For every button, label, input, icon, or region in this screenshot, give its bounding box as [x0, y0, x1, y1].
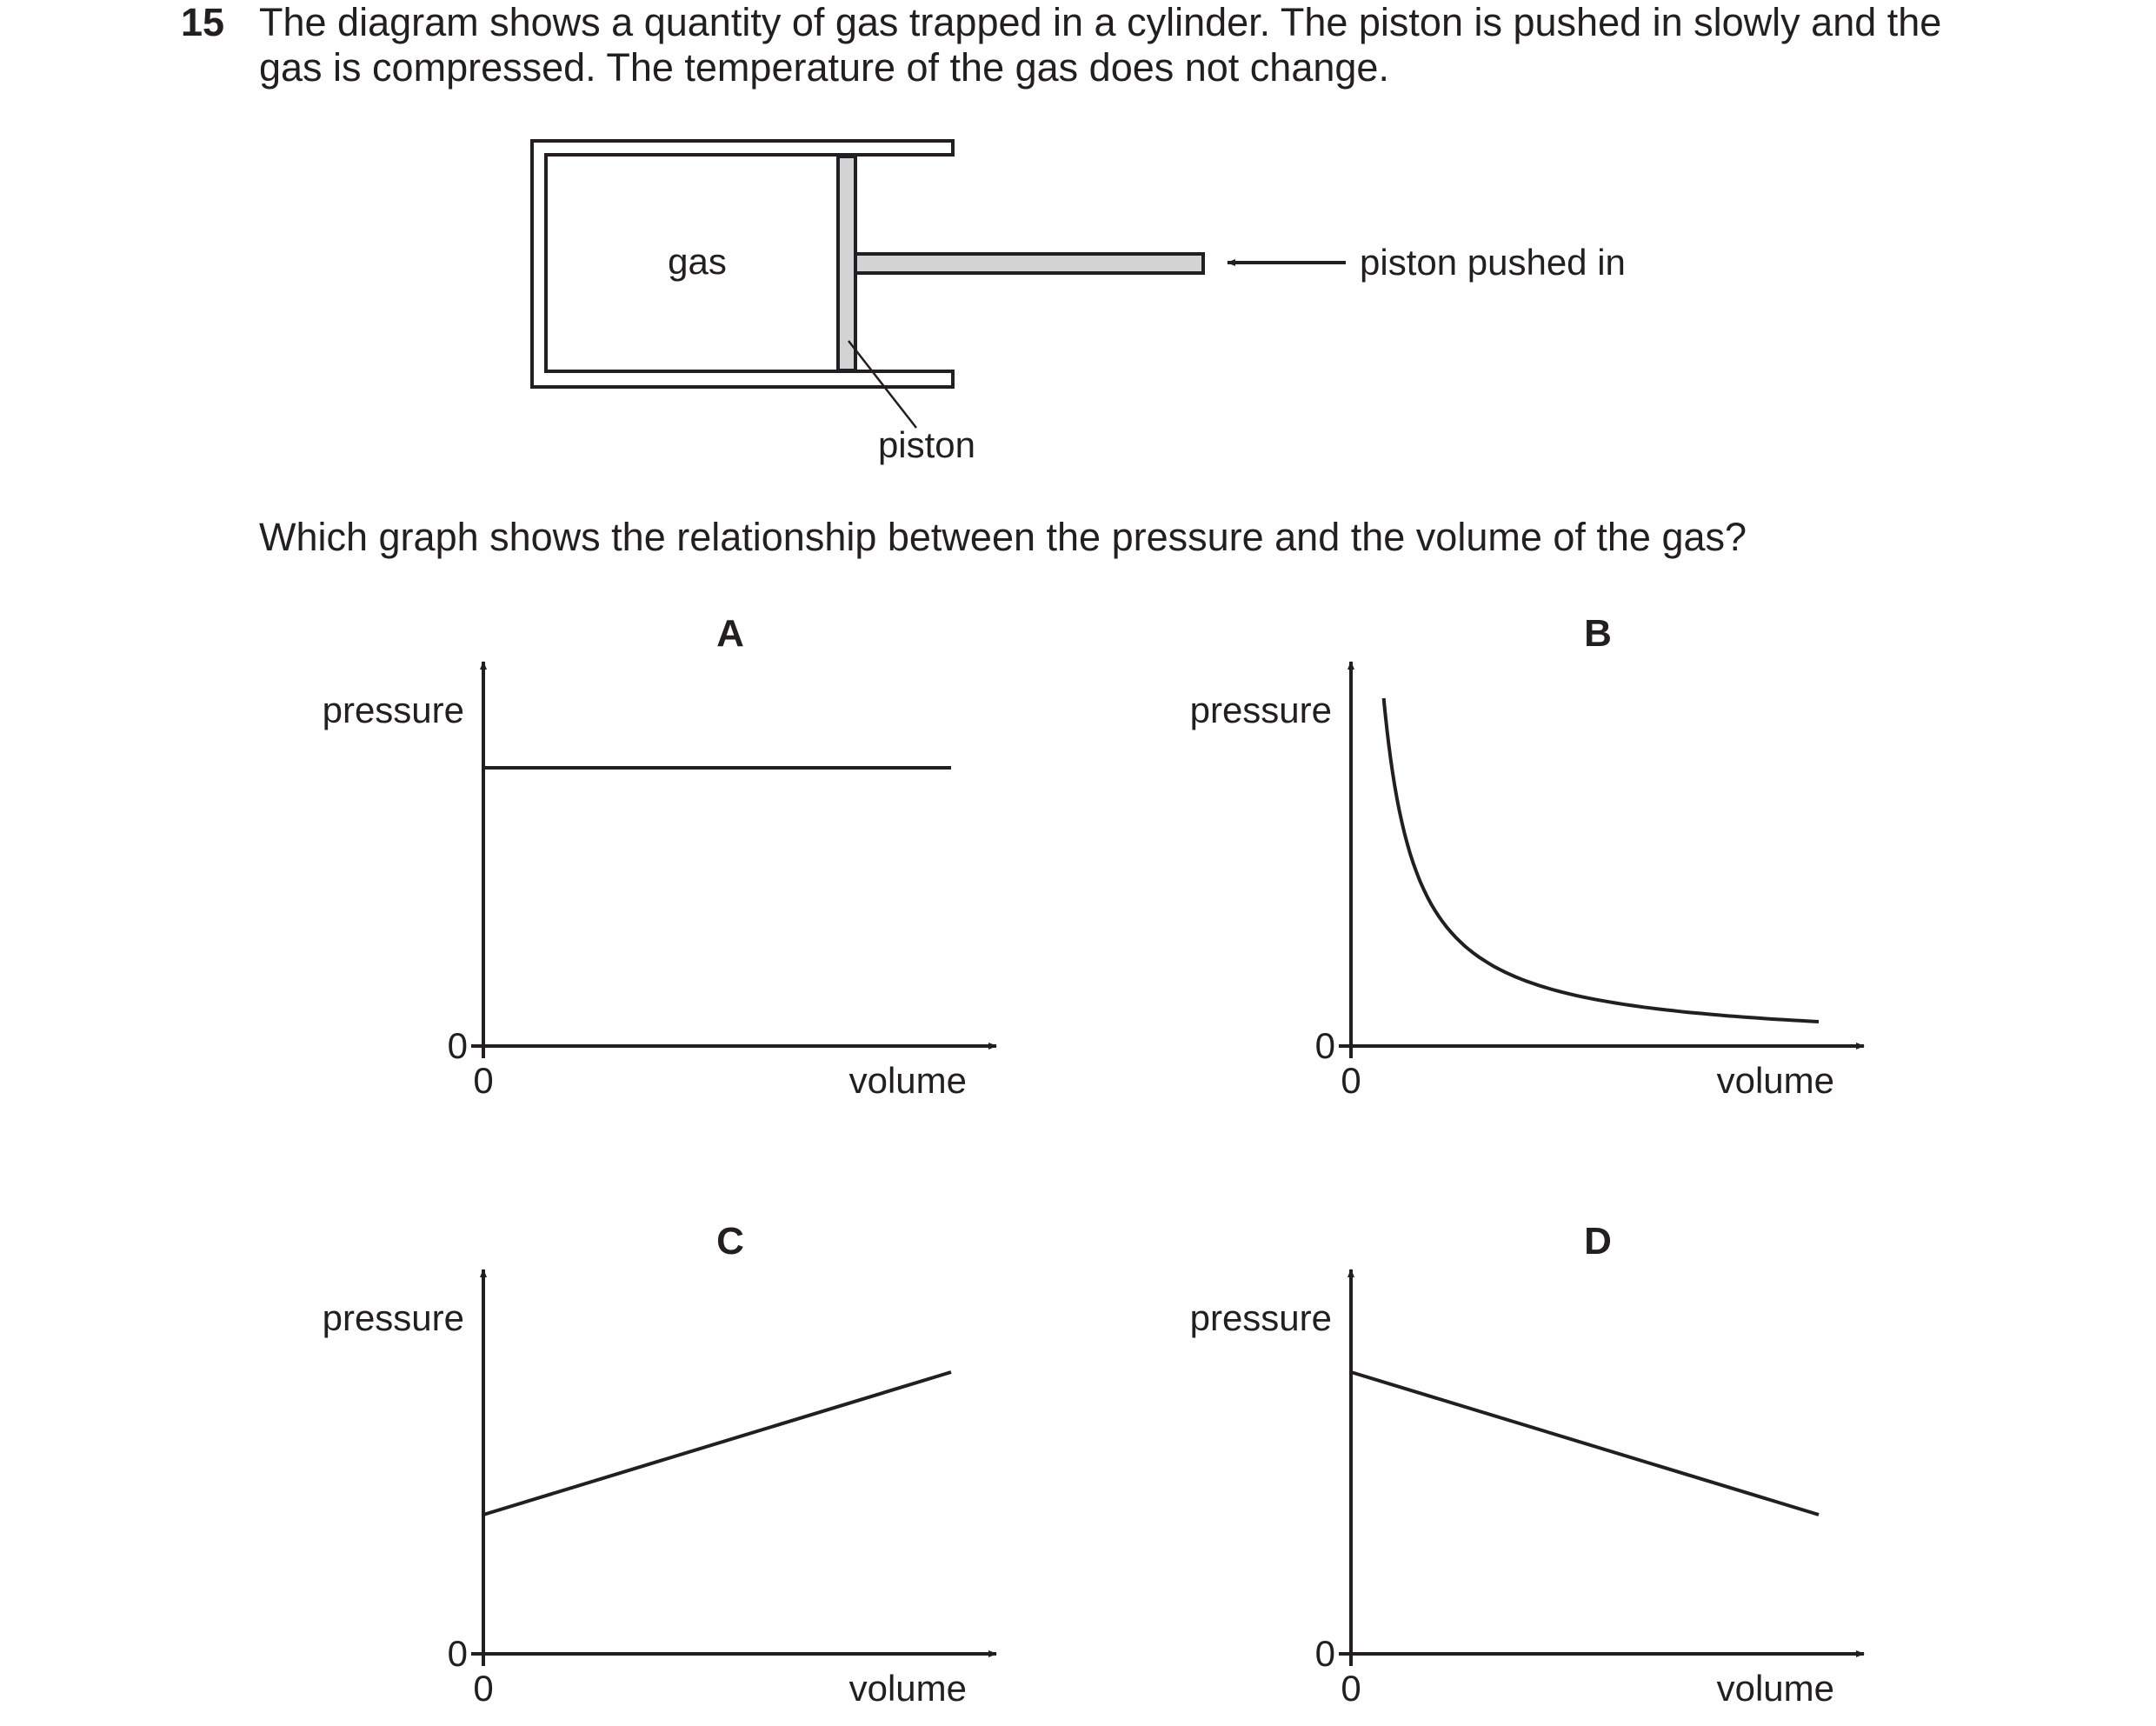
- y-origin-tick-label: 0: [1314, 1025, 1335, 1066]
- graph-c: [323, 1220, 996, 1709]
- data-line: [1384, 698, 1819, 1022]
- gas-label: gas: [668, 241, 727, 282]
- x-origin-tick-label: 0: [473, 1060, 494, 1101]
- y-axis-label: pressure: [322, 1297, 464, 1338]
- graph-label: C: [716, 1220, 744, 1263]
- question-number: 15: [181, 0, 225, 44]
- piston-rod: [855, 254, 1203, 273]
- answer-graphs: [323, 612, 1864, 1709]
- x-axis-label: volume: [1716, 1668, 1834, 1709]
- y-origin-tick-label: 0: [447, 1633, 468, 1674]
- y-axis-label: pressure: [1189, 690, 1332, 730]
- cylinder-diagram: [532, 139, 1626, 465]
- x-axis-label: volume: [848, 1668, 967, 1709]
- graph-a: [323, 612, 996, 1101]
- data-line: [483, 1372, 951, 1515]
- graph-label: A: [716, 612, 744, 655]
- y-axis-label: pressure: [322, 690, 464, 730]
- data-line: [1351, 1372, 1819, 1515]
- graph-d: [1190, 1220, 1864, 1709]
- x-axis-label: volume: [848, 1060, 967, 1101]
- piston-head: [838, 157, 855, 370]
- y-origin-tick-label: 0: [447, 1025, 468, 1066]
- question-line-1: The diagram shows a quantity of gas trapped in a cylinder. The piston is pushed in slowly and the: [259, 0, 1942, 44]
- question-prompt: Which graph shows the relationship between the pressure and the volume of the gas?: [259, 515, 1747, 559]
- graph-label: B: [1584, 612, 1612, 655]
- x-axis-label: volume: [1716, 1060, 1834, 1101]
- piston-label: piston: [877, 424, 976, 465]
- graph-label: D: [1584, 1220, 1612, 1263]
- push-label: piston pushed in: [1360, 242, 1626, 283]
- x-origin-tick-label: 0: [473, 1668, 494, 1709]
- graph-b: [1190, 612, 1864, 1101]
- x-origin-tick-label: 0: [1341, 1668, 1361, 1709]
- y-origin-tick-label: 0: [1314, 1633, 1335, 1674]
- piston-label-leader: [848, 341, 916, 428]
- question-line-2: gas is compressed. The temperature of the gas does not change.: [259, 45, 1389, 90]
- y-axis-label: pressure: [1189, 1297, 1332, 1338]
- x-origin-tick-label: 0: [1341, 1060, 1361, 1101]
